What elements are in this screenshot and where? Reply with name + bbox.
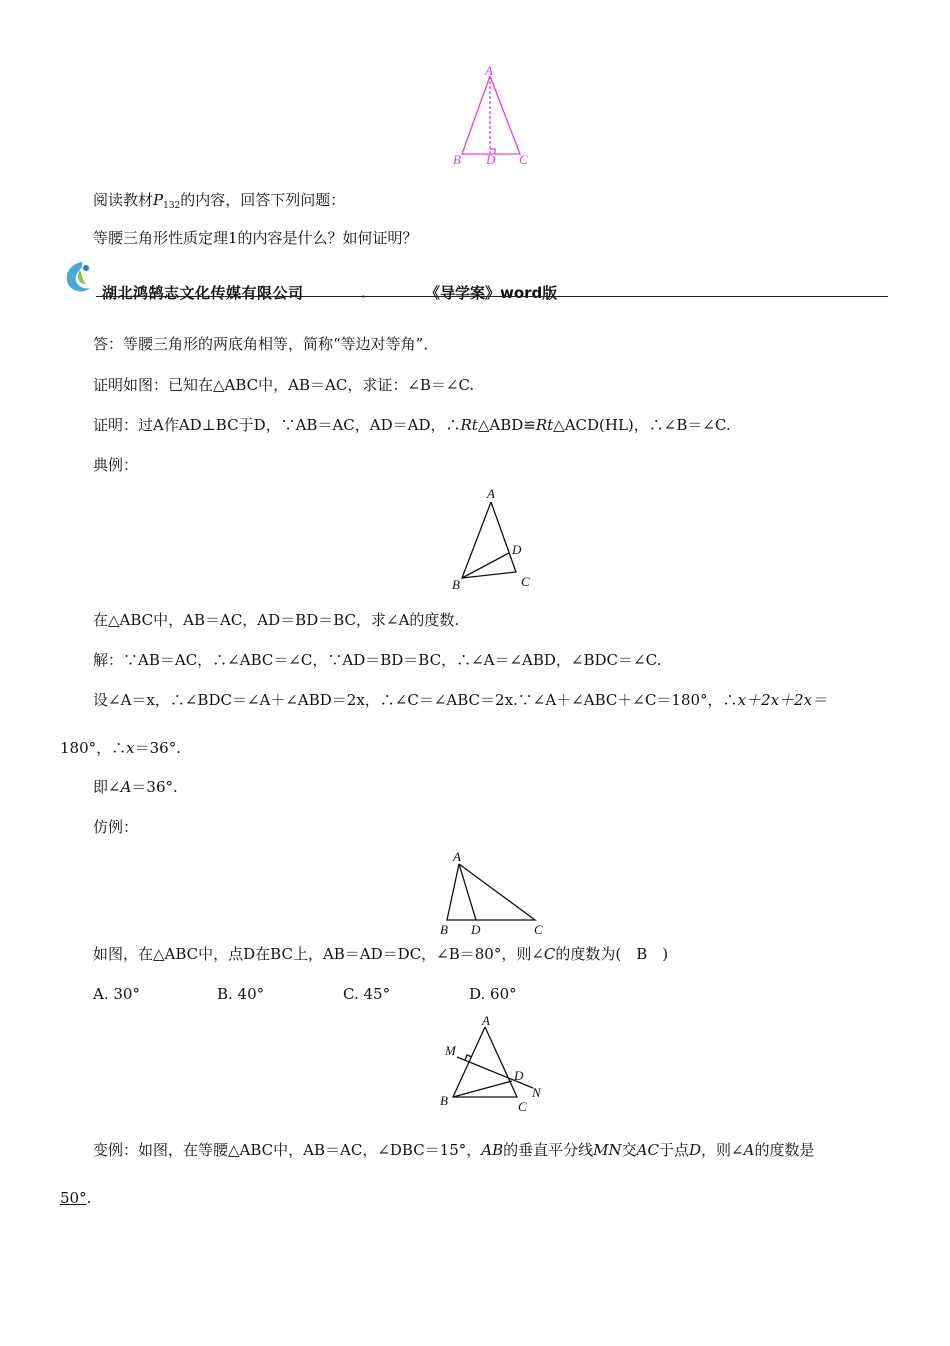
fig3-label-c: C <box>534 922 543 937</box>
header-rule <box>96 296 888 297</box>
fig4-label-c: C <box>518 1099 527 1114</box>
solution-line-3: 180°，∴x＝36°. <box>60 739 181 757</box>
solution-line-1: 解：∵AB＝AC，∴∠ABC＝∠C，∵AD＝BD＝BC，∴∠A＝∠ABD，∠BDC＝∠C. <box>93 651 662 669</box>
answer-text: 答：等腰三角形的两底角相等，简称“等边对等角”． <box>93 335 439 353</box>
fig1-label-a: A <box>485 63 493 78</box>
imitation-problem: 如图，在△ABC中，点D在BC上，AB＝AD＝DC，∠B＝80°，则∠C的度数为( B ) <box>93 945 669 963</box>
fig4-label-d: D <box>514 1068 524 1083</box>
option-b: B. 40° <box>217 985 265 1003</box>
fig4-label-a: A <box>482 1013 490 1028</box>
fig2-label-b: B <box>452 577 460 592</box>
proof-text: 证明：过A作AD⊥BC于D，∵AB＝AC，AD＝AD，∴Rt△ABD≌Rt△ACD(HL)，∴∠B＝∠C. <box>93 416 731 434</box>
fig2-label-a: A <box>487 486 495 501</box>
figure-isosceles-triangle <box>445 60 545 170</box>
option-a: A. 30° <box>93 985 140 1003</box>
option-c: C. 45° <box>343 985 391 1003</box>
company-logo-icon <box>60 258 104 298</box>
figure-example-triangle <box>445 484 545 594</box>
proof-setup: 证明如图：已知在△ABC中，AB＝AC，求证：∠B＝∠C. <box>93 376 475 394</box>
fig3-label-d: D <box>471 922 481 937</box>
figure-variant-triangle <box>435 1012 550 1117</box>
fig3-label-a: A <box>453 849 461 864</box>
solution-line-4: 即∠A＝36°. <box>93 778 178 796</box>
variant-problem: 变例：如图，在等腰△ABC中，AB＝AC，∠DBC＝15°，AB的垂直平分线MN交AC于点D，则∠A的度数是 <box>93 1141 815 1159</box>
fig2-label-c: C <box>521 574 530 589</box>
reading-instruction: 阅读教材$P_{132}$的内容，回答下列问题： <box>93 191 346 211</box>
fig1-label-c: C <box>519 152 528 167</box>
example-problem: 在△ABC中，AB＝AC，AD＝BD＝BC，求∠A的度数. <box>93 611 460 629</box>
fig4-label-n: N <box>532 1085 541 1100</box>
company-name: 湖北鸿鹄志文化传媒有限公司 <box>102 284 304 302</box>
figure-imitation-triangle <box>435 848 550 938</box>
option-d: D. 60° <box>469 985 517 1003</box>
example-label: 典例： <box>93 456 139 474</box>
variant-answer: 50°. <box>60 1189 92 1207</box>
question-text: 等腰三角形性质定理1的内容是什么？如何证明？ <box>93 229 418 247</box>
fig1-label-b: B <box>453 152 461 167</box>
fig2-label-d: D <box>512 542 522 557</box>
solution-line-2: 设∠A＝x，∴∠BDC＝∠A＋∠ABD＝2x，∴∠C＝∠ABC＝2x.∵∠A＋∠ABC＋∠C＝180°，∴x＋2x＋2x＝ <box>93 691 828 709</box>
fig3-label-b: B <box>440 922 448 937</box>
imitation-label: 仿例： <box>93 818 139 836</box>
product-name: 《导学案》word版 <box>425 284 558 302</box>
fig4-label-b: B <box>440 1093 448 1108</box>
fig4-label-m: M <box>445 1043 456 1058</box>
fig1-label-d: D <box>486 152 496 167</box>
